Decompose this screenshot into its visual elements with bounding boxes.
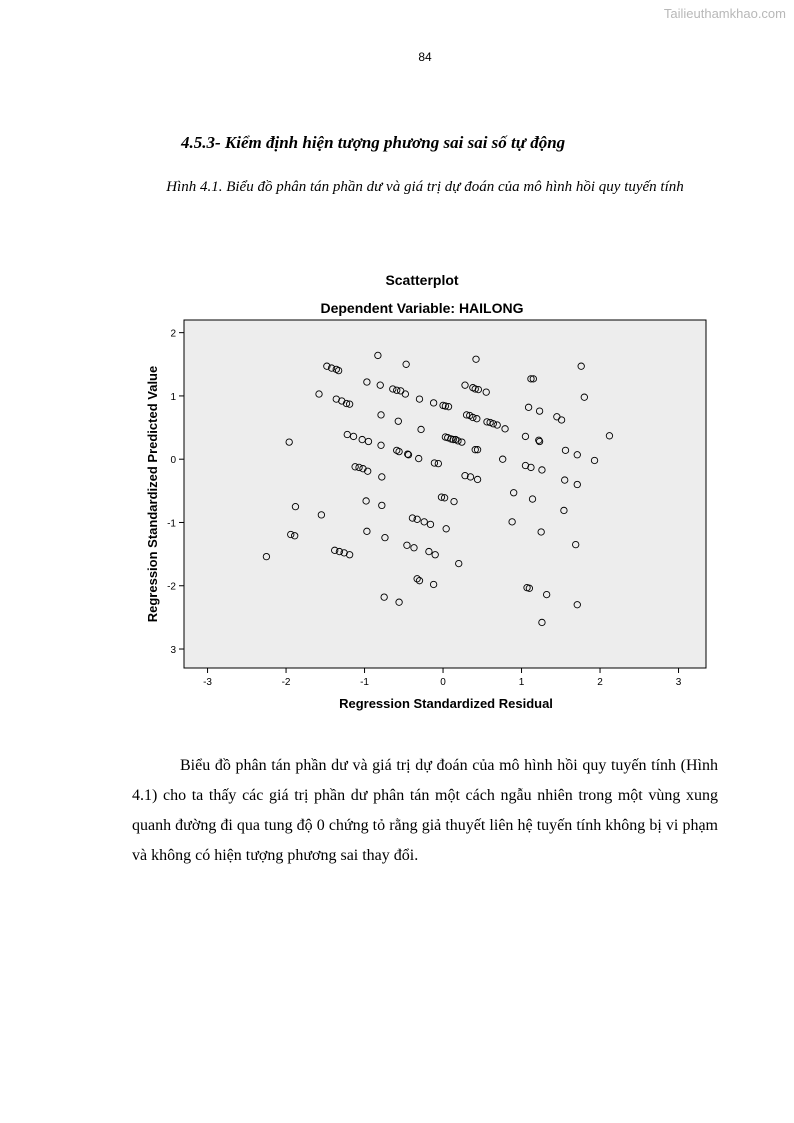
y-tick-label: 0: [170, 455, 176, 467]
x-tick-label: -2: [281, 677, 291, 688]
y-tick-label: 1: [170, 391, 176, 403]
chart-subtitle: Dependent Variable: HAILONG: [320, 300, 524, 316]
y-tick-label: -2: [167, 581, 176, 593]
y-axis-ticks: [167, 329, 184, 656]
y-tick-label: 3: [170, 645, 176, 657]
plot-area: [184, 320, 706, 668]
x-tick-label: -3: [203, 677, 213, 688]
section-heading: 4.5.3- Kiểm định hiện tượng phương sai sai số tự động: [181, 133, 566, 152]
x-tick-label: 0: [440, 677, 446, 688]
page-number: 84: [418, 50, 432, 64]
x-tick-label: 1: [518, 677, 525, 688]
x-tick-label: -1: [360, 677, 369, 688]
watermark: Tailieuthamkhao.com: [663, 6, 786, 21]
figure-caption: Hình 4.1. Biểu đồ phân tán phần dư và giá trị dự đoán của mô hình hồi quy tuyến tính: [166, 179, 684, 195]
body-text: [132, 751, 718, 871]
y-tick-label: 2: [170, 328, 176, 340]
body-paragraph: Biểu đồ phân tán phần dư và giá trị dự đoán của mô hình hồi quy tuyến tính (Hình 4.1) cho ta thấy các giá trị phần dư phân tán một cách ngẫu nhiên trong một vùng xung quanh đường đi qua tung độ 0 chứng tỏ rằng giả thuyết liên hệ tuyến tính không bị vi phạm và không có hiện tượng phương sai thay đổi.: [132, 757, 718, 864]
x-tick-label: 3: [675, 677, 682, 688]
y-axis-label: Regression Standardized Predicted Value: [145, 365, 160, 623]
x-tick-label: 2: [597, 677, 603, 688]
y-tick-label: -1: [167, 518, 176, 530]
x-axis-ticks: [203, 668, 682, 688]
chart-title: Scatterplot: [385, 272, 459, 288]
x-axis-label: Regression Standardized Residual: [339, 696, 553, 711]
